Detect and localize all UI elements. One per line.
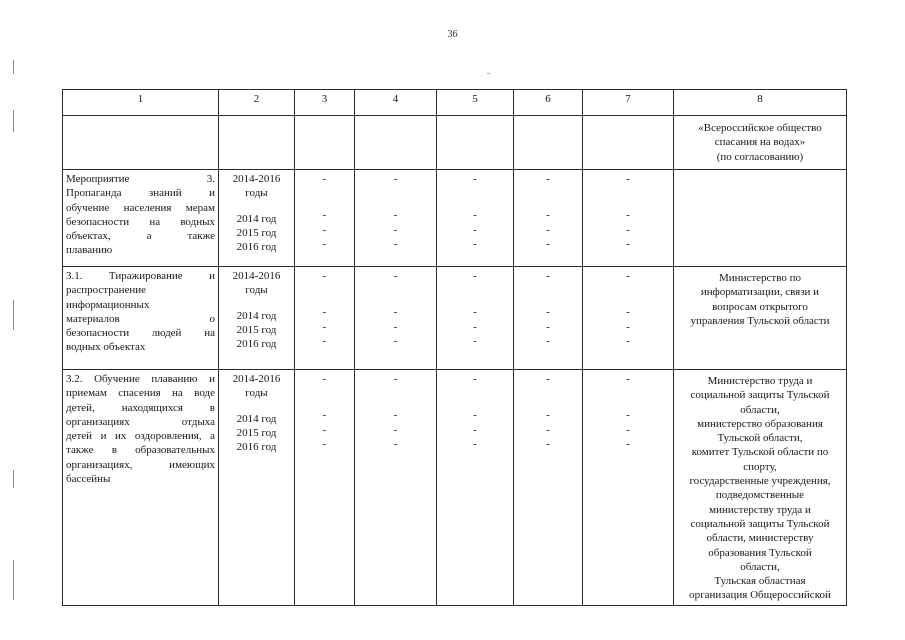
value-cell [514,170,583,267]
activity-text: организациях отдыха [66,415,215,428]
executor-cell [674,370,847,606]
value-dash: - [626,270,630,282]
period-text: годы [245,187,268,200]
period-text: 2016 год [236,441,277,454]
value-dash: - [626,237,630,250]
page-number: 36 [447,29,458,40]
value-dash [298,186,351,197]
activity-text: безопасности на водных [66,215,215,228]
executor-text: (по согласованию) [716,150,804,163]
period-cell [219,116,295,170]
value-dash: - [322,209,327,222]
value-dash: - [322,423,327,436]
value-dash: - [546,173,550,185]
activity-text: детей и их оздоровления, а [66,430,215,443]
value-dash [298,294,351,305]
value-dash: - [322,270,327,282]
value-dash [358,283,433,294]
value-dash: - [626,173,630,185]
period-text: 2014-2016 [232,270,281,282]
period-text: годы [245,387,268,400]
value-cell [295,116,355,170]
activity-text: бассейны [66,473,111,486]
value-dash: - [546,437,550,450]
value-dash [586,283,670,294]
activity-text: плаванию [66,244,113,257]
value-cell [514,116,583,170]
header-cell: 2 [219,90,295,116]
value-dash [440,186,510,197]
executor-text: управления Тульской области [690,314,830,327]
activity-text: водных объектах [66,341,146,354]
value-dash: - [546,306,550,319]
value-dash: - [393,320,398,333]
value-cell [514,370,583,606]
value-dash: - [322,237,327,250]
value-dash: - [393,423,398,436]
header-cell: 5 [437,90,514,116]
value-dash: - [322,373,327,385]
period-cell [219,370,295,606]
value-dash: - [473,373,477,385]
executor-text: области, [740,403,780,416]
period-text: 2015 год [236,226,277,239]
value-cell [583,116,674,170]
value-dash: - [393,223,398,236]
value-cell [583,370,674,606]
value-dash [517,397,579,408]
executor-text: Тульская областная [714,575,806,588]
value-cell [437,116,514,170]
value-dash: - [322,437,327,450]
header-cell: 3 [295,90,355,116]
value-dash: - [546,409,550,422]
value-dash [440,197,510,208]
value-dash [358,386,433,397]
value-cell [355,170,437,267]
value-dash [517,294,579,305]
value-dash: - [626,423,630,436]
value-dash: - [473,320,477,333]
executor-text: государственные учреждения, [689,475,831,488]
activity-text: также в образовательных [66,444,215,457]
value-cell [355,267,437,370]
value-dash: - [546,237,550,250]
value-dash [586,294,670,305]
period-text: 2016 год [236,338,277,351]
value-dash: - [393,173,398,185]
data-table [62,89,847,606]
executor-text: области, [740,560,780,573]
executor-text: области, министерству [706,532,814,545]
value-dash: - [473,306,477,319]
value-dash [358,294,433,305]
period-text [222,401,291,412]
executor-text: министерству труда и [709,503,811,516]
value-cell [355,116,437,170]
value-cell [295,370,355,606]
value-dash [440,386,510,397]
executor-text: вопросам открытого [712,300,808,313]
activity-cell [63,116,219,170]
period-text: 2016 год [236,241,277,254]
value-dash: - [393,270,398,282]
value-dash: - [546,334,550,347]
value-dash: - [473,423,477,436]
activity-text: материалов о [66,312,215,325]
value-cell [514,267,583,370]
scan-margin-line [13,560,14,600]
value-dash: - [473,437,477,450]
executor-text: министерство образования [697,417,823,430]
executor-text: Тульской области, [717,432,803,445]
period-cell [219,170,295,267]
value-dash [586,197,670,208]
scan-margin-line [13,300,14,330]
scan-margin-line [13,470,14,488]
value-dash: - [322,320,327,333]
executor-text: Министерство труда и [707,375,813,387]
value-dash: - [546,223,550,236]
value-dash: - [393,373,398,385]
header-cell: 4 [355,90,437,116]
executor-text: социальной защиты Тульской [690,389,830,402]
table-row [63,267,847,370]
activity-cell [63,370,219,606]
scan-margin-line [13,110,14,132]
value-dash: - [393,237,398,250]
value-dash [586,186,670,197]
activity-text: детей, находящихся в [66,401,215,414]
executor-text: Министерство по [719,272,801,284]
activity-text: приемам спасения на воде [66,387,215,400]
executor-text: организация Общероссийской [689,589,831,602]
executor-text: социальной защиты Тульской [690,517,830,530]
value-cell [295,170,355,267]
activity-text: Мероприятие 3. [66,173,215,185]
value-dash [586,397,670,408]
header-row [63,90,847,116]
executor-cell [674,267,847,370]
value-dash: - [546,373,550,385]
value-dash: - [322,306,327,319]
table-row [63,116,847,170]
period-text: 2014 год [236,309,277,322]
value-dash [298,197,351,208]
activity-cell [63,170,219,267]
table-row [63,170,847,267]
value-cell [437,170,514,267]
value-dash: - [473,173,477,185]
activity-text: информационных [66,298,150,311]
value-cell [583,267,674,370]
executor-cell [674,170,847,267]
period-text: 2014 год [236,212,277,225]
value-dash [440,397,510,408]
activity-text: распространение [66,284,147,297]
value-dash: - [626,223,630,236]
value-dash: - [473,270,477,282]
value-dash: - [626,373,630,385]
activity-text: объектах, а также [66,230,215,243]
period-text: годы [245,284,268,297]
executor-text: подведомственные [715,489,805,502]
value-dash [440,283,510,294]
activity-text: обучение населения мерам [66,201,215,214]
value-dash: - [473,209,477,222]
value-dash: - [393,334,398,347]
value-dash: - [626,306,630,319]
period-text [222,298,291,309]
value-dash: - [322,334,327,347]
executor-text: «Всероссийское общество [698,122,822,135]
activity-text: Пропаганда знаний и [66,187,215,200]
period-text: 2014 год [236,412,277,425]
value-dash [517,186,579,197]
value-dash: - [473,237,477,250]
value-dash [358,197,433,208]
value-dash [298,397,351,408]
value-cell [355,370,437,606]
value-dash: - [626,437,630,450]
executor-text: комитет Тульской области по [691,446,829,459]
activity-text: 3.2. Обучение плаванию и [66,373,215,385]
activity-cell [63,267,219,370]
header-cell: 8 [674,90,847,116]
value-dash: - [322,409,327,422]
period-cell [219,267,295,370]
value-dash: - [546,423,550,436]
header-cell: 1 [63,90,219,116]
executor-text: образования Тульской [708,546,812,559]
value-cell [437,370,514,606]
activity-text: безопасности людей на [66,327,215,340]
value-dash: - [546,270,550,282]
scan-speck [487,73,490,74]
value-dash [298,386,351,397]
value-dash: - [473,223,477,236]
value-dash [440,294,510,305]
period-text: 2015 год [236,323,277,336]
value-dash: - [393,437,398,450]
value-dash [586,386,670,397]
value-dash: - [473,409,477,422]
value-dash: - [393,306,398,319]
value-cell [437,267,514,370]
period-text: 2014-2016 [232,373,281,385]
value-dash: - [393,209,398,222]
value-dash [517,283,579,294]
value-dash: - [546,209,550,222]
period-text: 2014-2016 [232,173,281,185]
value-dash: - [322,223,327,236]
period-text [222,201,291,212]
value-dash: - [546,320,550,333]
value-dash: - [626,334,630,347]
value-dash [298,283,351,294]
executor-text: спорту, [743,460,777,473]
activity-text: организациях, имеющих [66,458,215,471]
scan-margin-line [13,60,14,74]
value-dash [358,186,433,197]
value-dash: - [393,409,398,422]
activity-text: 3.1. Тиражирование и [66,270,215,282]
value-dash: - [626,209,630,222]
header-cell: 7 [583,90,674,116]
table-row [63,370,847,606]
value-dash: - [626,409,630,422]
value-cell [295,267,355,370]
executor-text: информатизации, связи и [700,286,820,299]
value-cell [583,170,674,267]
value-dash: - [322,173,327,185]
period-text: 2015 год [236,426,277,439]
value-dash [517,197,579,208]
value-dash [358,397,433,408]
value-dash: - [626,320,630,333]
value-dash: - [473,334,477,347]
executor-cell [674,116,847,170]
header-cell: 6 [514,90,583,116]
value-dash [517,386,579,397]
executor-text: спасания на водах» [714,136,806,149]
